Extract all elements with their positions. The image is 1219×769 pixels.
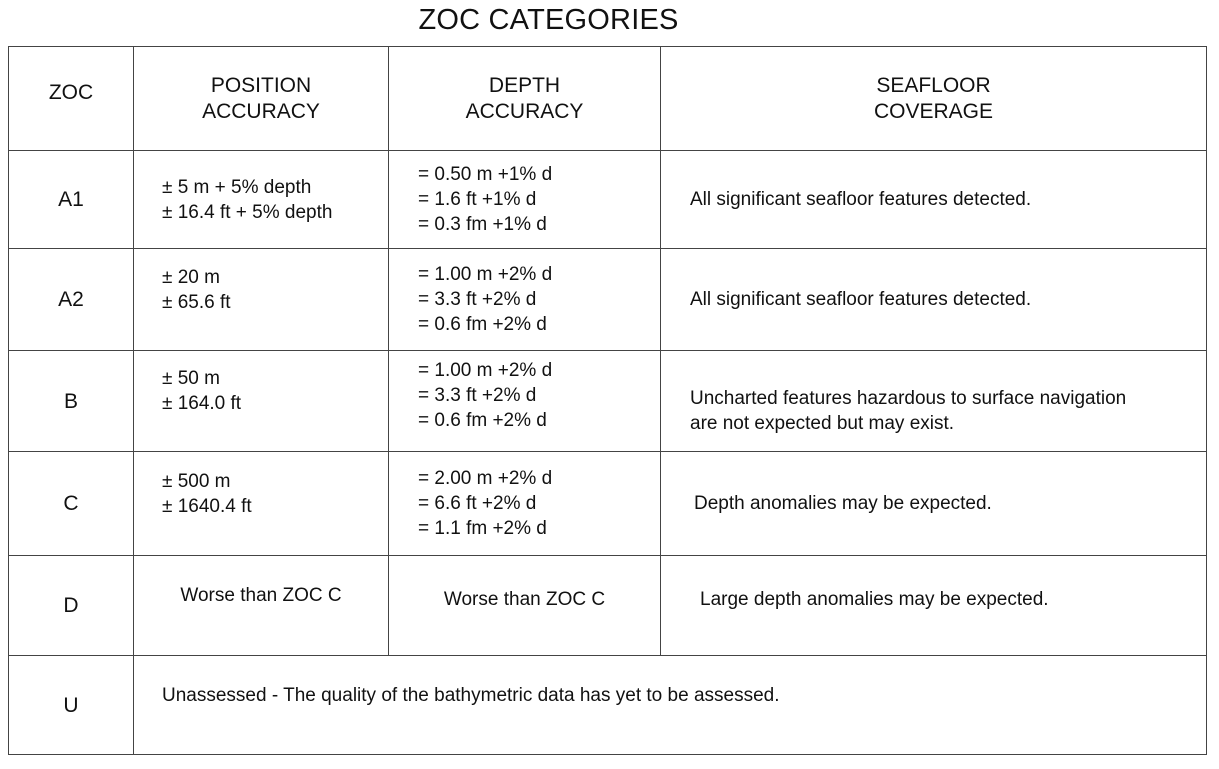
zoc-cell: D [9, 556, 134, 656]
table-row [9, 452, 1207, 556]
table-row [9, 249, 1207, 351]
seafloor-coverage-cell: All significant seafloor features detected. [661, 151, 1207, 249]
depth-accuracy-cell: = 0.50 m +1% d = 1.6 ft +1% d = 0.3 fm +1% d [389, 151, 661, 249]
table-row [9, 656, 1207, 755]
zoc-cell: A2 [9, 249, 134, 351]
table-row [9, 556, 1207, 656]
page-title: ZOC CATEGORIES [418, 4, 679, 36]
seafloor-coverage-cell: Large depth anomalies may be expected. [661, 556, 1207, 656]
merged-description-cell: Unassessed - The quality of the bathymetric data has yet to be assessed. [134, 656, 1207, 755]
seafloor-coverage-cell: All significant seafloor features detected. [661, 249, 1207, 351]
zoc-cell: A1 [9, 151, 134, 249]
zoc-cell: C [9, 452, 134, 556]
table-row [9, 151, 1207, 249]
position-accuracy-cell: ± 50 m ± 164.0 ft [134, 351, 389, 452]
depth-accuracy-cell: = 1.00 m +2% d = 3.3 ft +2% d = 0.6 fm +2% d [389, 249, 661, 351]
position-accuracy-cell: ± 500 m ± 1640.4 ft [134, 452, 389, 556]
table-row [9, 351, 1207, 452]
position-accuracy-cell: ± 5 m + 5% depth ± 16.4 ft + 5% depth [134, 151, 389, 249]
position-accuracy-cell: ± 20 m ± 65.6 ft [134, 249, 389, 351]
table-header-row [9, 47, 1207, 151]
position-accuracy-cell: Worse than ZOC C [134, 556, 389, 656]
zoc-categories-table [8, 46, 1207, 755]
zoc-cell: B [9, 351, 134, 452]
seafloor-coverage-cell: Uncharted features hazardous to surface navigation are not expected but may exist. [661, 351, 1207, 452]
seafloor-coverage-cell: Depth anomalies may be expected. [661, 452, 1207, 556]
depth-accuracy-cell: = 2.00 m +2% d = 6.6 ft +2% d = 1.1 fm +2% d [389, 452, 661, 556]
header-seafloor-coverage: SEAFLOOR COVERAGE [661, 47, 1207, 151]
header-position-accuracy: POSITION ACCURACY [134, 47, 389, 151]
depth-accuracy-cell: Worse than ZOC C [389, 556, 661, 656]
header-depth-accuracy: DEPTH ACCURACY [389, 47, 661, 151]
header-zoc: ZOC [9, 47, 134, 151]
zoc-cell: U [9, 656, 134, 755]
depth-accuracy-cell: = 1.00 m +2% d = 3.3 ft +2% d = 0.6 fm +2% d [389, 351, 661, 452]
